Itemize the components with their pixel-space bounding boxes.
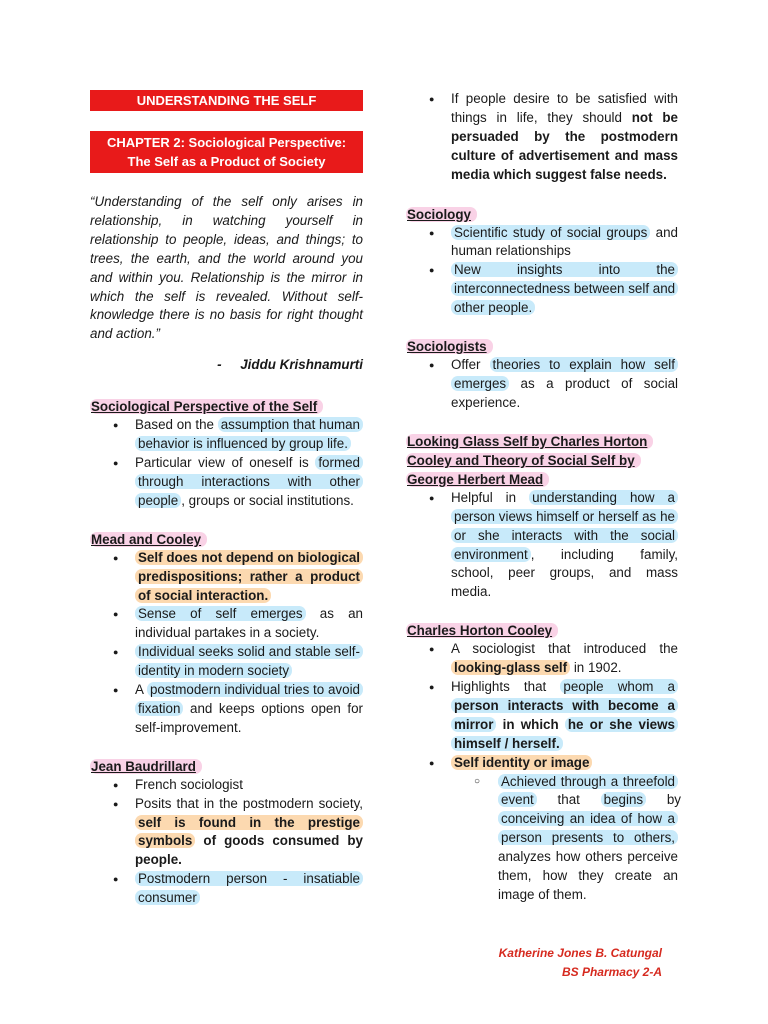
list-item: ● Based on the assumption that human behavior is influenced by group life.: [135, 416, 363, 454]
author-name: Katherine Jones B. Catungal: [498, 946, 662, 960]
baudrillard-list: [90, 776, 363, 908]
list-item: ● Self does not depend on biological predispositions; rather a product of social interaction.: [135, 549, 363, 606]
list-item: ● A sociologist that introduced the looking-glass self in 1902.: [451, 640, 678, 678]
looking-glass-list: [406, 489, 678, 602]
section-heading-cooley: Charles Horton Cooley: [406, 621, 678, 640]
chapter-title-line2: The Self as a Product of Society: [127, 154, 326, 169]
section-heading-sociological-perspective: Sociological Perspective of the Self: [90, 397, 363, 416]
author-signature: [499, 944, 662, 982]
section-heading-mead-cooley: Mead and Cooley: [90, 530, 363, 549]
list-item: ● Helpful in understanding how a person views himself or herself as he or she interacts with the social environment , including family, school, peer groups, and mass media.: [451, 489, 678, 602]
list-item: ● A postmodern individual tries to avoid fixation and keeps options open for self-improvement.: [135, 681, 363, 738]
section-heading-baudrillard: Jean Baudrillard: [90, 757, 363, 776]
document-title: UNDERSTANDING THE SELF: [90, 90, 363, 111]
section-heading-sociology: Sociology: [406, 205, 678, 224]
list-item: ● Scientific study of social groups and human relationships: [451, 224, 678, 262]
list-item: ● Particular view of oneself is formed through interactions with other people , groups or social institutions.: [135, 454, 363, 511]
cooley-list: [406, 640, 681, 905]
list-item: ● If people desire to be satisfied with things in life, they should not be persuaded by the postmodern culture of advertisement and mass media which suggest false needs.: [451, 90, 678, 185]
list-item: ● Postmodern person - insatiable consumer: [135, 870, 363, 908]
right-column: [406, 90, 681, 905]
sociological-perspective-list: [90, 416, 363, 511]
list-item: ● Individual seeks solid and stable self-identity in modern society: [135, 643, 363, 681]
list-item: ● Sense of self emerges as an individual partakes in a society.: [135, 605, 363, 643]
list-item: ● Highlights that people whom a person interacts with become a mirror in which he or she views himself / herself.: [451, 678, 678, 754]
quote-attribution: - Jiddu Krishnamurti: [217, 357, 363, 373]
list-item: ○ Achieved through a threefold event that begins by conceiving an idea of how a person presents to others, analyzes how others perceive them, how they create an image of them.: [498, 773, 678, 905]
list-item: ● Self identity or image ○ Achieved through a threefold event that begins by conceiving an idea of how a person presents to others, analyzes how others perceive them, how they create an image of them.: [451, 754, 678, 905]
list-item: ● French sociologist: [135, 776, 363, 795]
chapter-title: [90, 131, 363, 173]
mead-cooley-list: [90, 549, 363, 738]
sociologists-list: [406, 356, 678, 413]
section-heading-sociologists: Sociologists: [406, 337, 678, 356]
sociology-list: [406, 224, 678, 319]
quote-text: “Understanding of the self only arises in relationship, in watching yourself in relationship to people, ideas, and things; to trees, the earth, and the world around you and within you. Relationship is the mirror in which the self is revealed. Without self-knowledge there is no basis for right thought and action.”: [90, 194, 363, 342]
list-item: ● New insights into the interconnectedness between self and other people.: [451, 261, 678, 318]
cooley-sublist: [451, 773, 681, 905]
left-column: [90, 90, 363, 908]
list-item: ● Offer theories to explain how self emerges as a product of social experience.: [451, 356, 678, 413]
author-program: BS Pharmacy 2-A: [561, 965, 662, 979]
baudrillard-list-continued: [406, 90, 678, 185]
list-item: ● Posits that in the postmodern society, self is found in the prestige symbols of goods consumed by people.: [135, 795, 363, 871]
chapter-title-line1: CHAPTER 2: Sociological Perspective:: [106, 135, 347, 150]
section-heading-looking-glass: Looking Glass Self by Charles Horton Cooley and Theory of Social Self by George Herbert Mead: [406, 432, 678, 489]
